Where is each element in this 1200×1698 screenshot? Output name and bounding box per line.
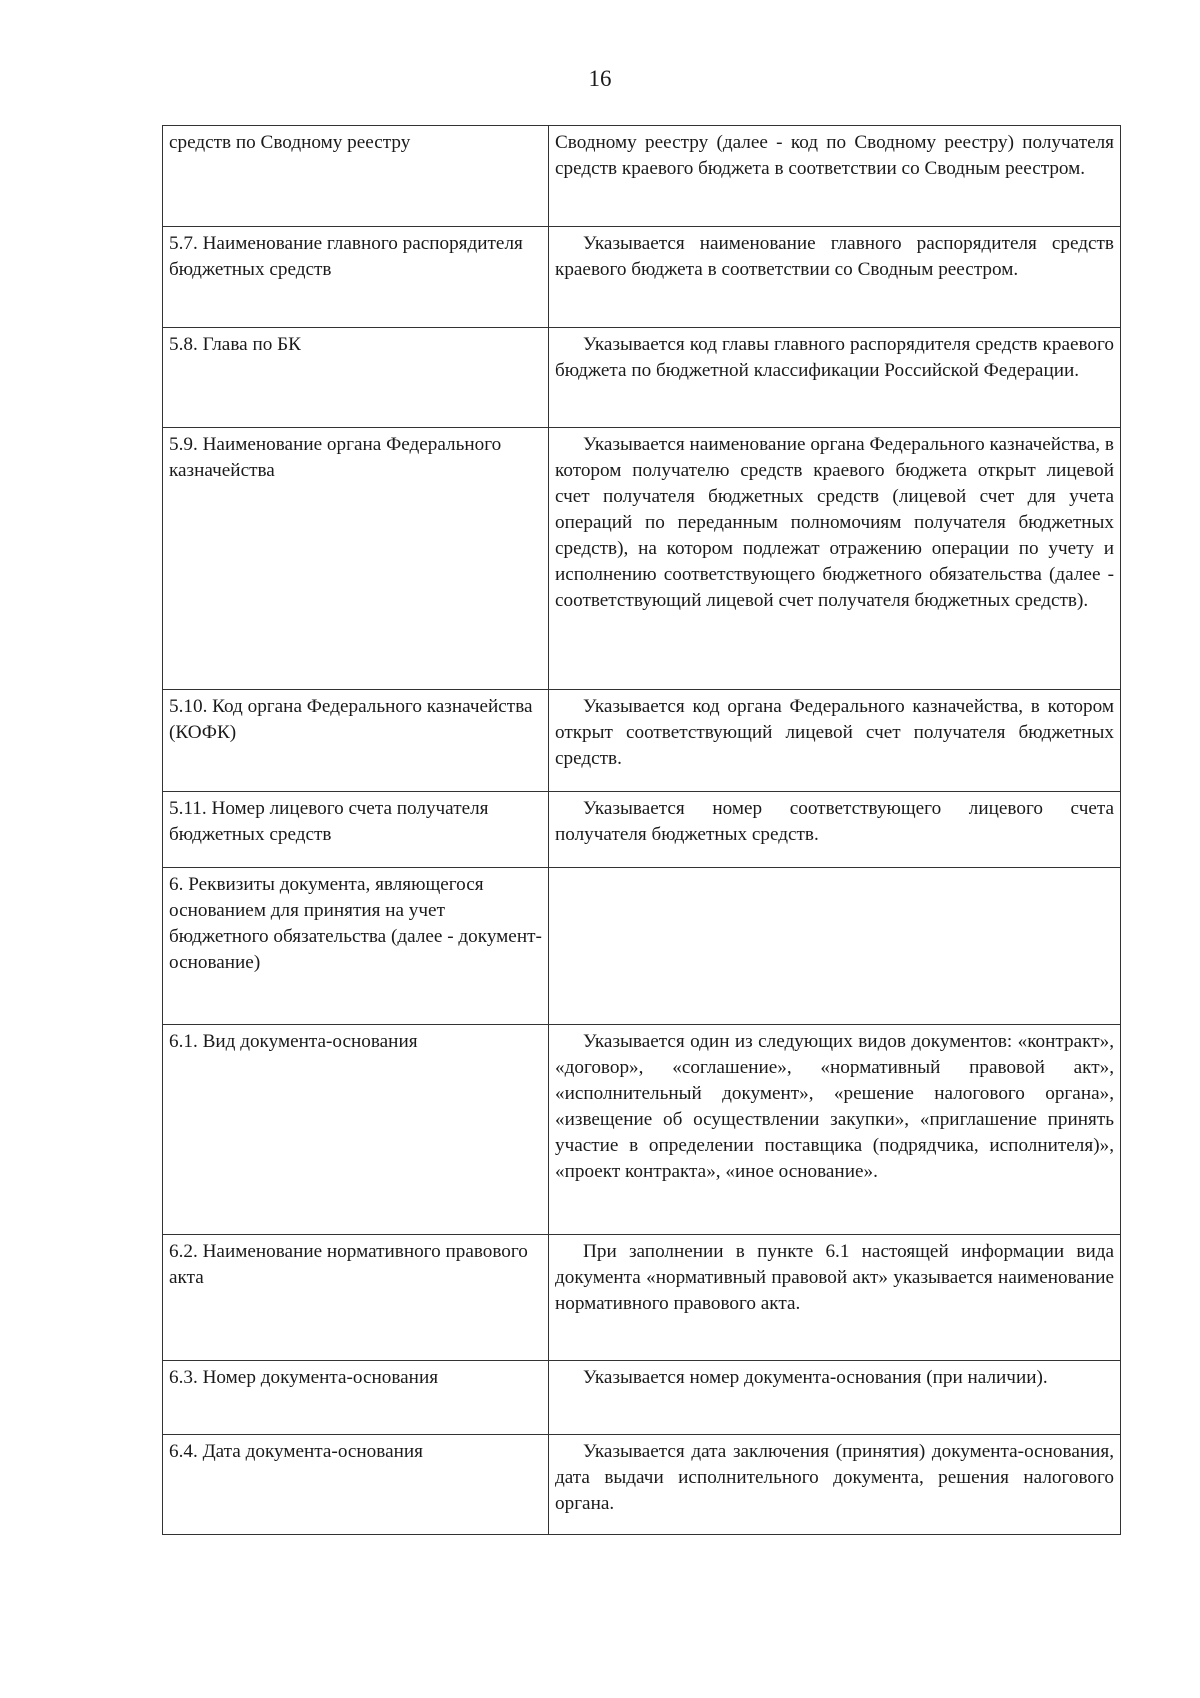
table-row: [163, 1361, 1121, 1435]
field-name-cell: 5.10. Код органа Федерального казначейства (КОФК): [163, 690, 549, 792]
field-name-cell: 6.1. Вид документа-основания: [163, 1025, 549, 1235]
table-row: [163, 328, 1121, 428]
field-description-cell: Указывается один из следующих видов документов: «контракт», «договор», «соглашение», «нормативный правовой акт», «исполнительный документ», «решение налогового органа», «извещение об осуществлении закупки», «приглашение принять участие в определении поставщика (подрядчика, исполнителя)», «проект контракта», «иное основание».: [549, 1025, 1121, 1235]
field-name-cell: 5.11. Номер лицевого счета получателя бюджетных средств: [163, 792, 549, 868]
table-row: [163, 227, 1121, 328]
field-description-cell: Указывается код органа Федерального казначейства, в котором открыт соответствующий лицевой счет получателя бюджетных средств.: [549, 690, 1121, 792]
table-row: [163, 868, 1121, 1025]
field-name-cell: 5.9. Наименование органа Федерального казначейства: [163, 428, 549, 690]
table-row: [163, 428, 1121, 690]
table-row: [163, 1235, 1121, 1361]
table-row: [163, 126, 1121, 227]
field-name-cell: 6.4. Дата документа-основания: [163, 1435, 549, 1535]
table-row: [163, 792, 1121, 868]
field-name-cell: 5.8. Глава по БК: [163, 328, 549, 428]
field-description-cell: [549, 868, 1121, 1025]
requisites-table: [162, 125, 1121, 1535]
field-description-cell: Указывается наименование органа Федерального казначейства, в котором получателю средств краевого бюджета открыт лицевой счет получателя бюджетных средств (лицевой счет для учета операций по переданным полномочиям получателя бюджетных средств), на котором подлежат отражению операции по учету и исполнению соответствующего бюджетного обязательства (далее - соответствующий лицевой счет получателя бюджетных средств).: [549, 428, 1121, 690]
field-name-cell: 6.2. Наименование нормативного правового акта: [163, 1235, 549, 1361]
field-description-cell: Указывается дата заключения (принятия) документа-основания, дата выдачи исполнительного документа, решения налогового органа.: [549, 1435, 1121, 1535]
page-number: 16: [588, 66, 612, 91]
field-description-cell: Указывается код главы главного распорядителя средств краевого бюджета по бюджетной классификации Российской Федерации.: [549, 328, 1121, 428]
field-name-cell: 6. Реквизиты документа, являющегося основанием для принятия на учет бюджетного обязательства (далее - документ-основание): [163, 868, 549, 1025]
field-description-cell: Указывается наименование главного распорядителя средств краевого бюджета в соответствии со Сводным реестром.: [549, 227, 1121, 328]
field-name-cell: 6.3. Номер документа-основания: [163, 1361, 549, 1435]
table-row: [163, 1435, 1121, 1535]
field-name-cell: 5.7. Наименование главного распорядителя бюджетных средств: [163, 227, 549, 328]
field-name-cell: средств по Сводному реестру: [163, 126, 549, 227]
field-description-cell: Сводному реестру (далее - код по Сводному реестру) получателя средств краевого бюджета в соответствии со Сводным реестром.: [549, 126, 1121, 227]
table-row: [163, 1025, 1121, 1235]
field-description-cell: Указывается номер документа-основания (при наличии).: [549, 1361, 1121, 1435]
table-row: [163, 690, 1121, 792]
field-description-cell: Указывается номер соответствующего лицевого счета получателя бюджетных средств.: [549, 792, 1121, 868]
field-description-cell: При заполнении в пункте 6.1 настоящей информации вида документа «нормативный правовой акт» указывается наименование нормативного правового акта.: [549, 1235, 1121, 1361]
